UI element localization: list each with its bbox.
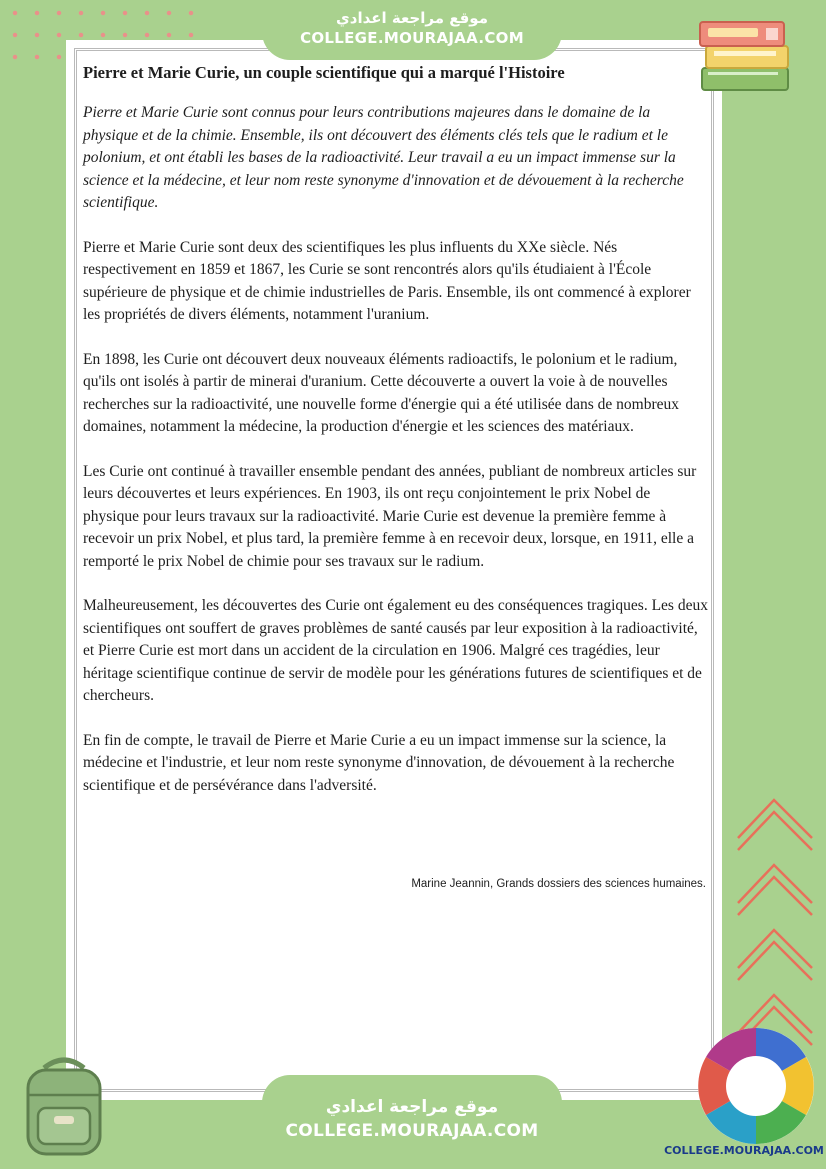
- document-content: [83, 62, 708, 819]
- chevron-up-icon: [730, 790, 820, 1050]
- footer-site-url[interactable]: COLLEGE.MOURAJAA.COM: [285, 1121, 539, 1141]
- site-footer-banner[interactable]: [262, 1075, 562, 1169]
- books-stack-icon: [696, 10, 796, 100]
- footer-site-name-arabic: موقع مراجعة اعدادي: [325, 1097, 499, 1117]
- body-paragraph: Les Curie ont continué à travailler ensemble pendant des années, publiant de nombreux articles sur leurs découvertes et leurs expériences. En 1903, ils ont reçu conjointement le prix Nobel de physique pour leurs travaux sur la radioactivité. Marie Curie est devenue la première femme à recevoir un prix Nobel, et plus tard, la première femme à en recevoir deux, lorsque, en 1911, elle a remporté le prix Nobel de chimie pour ses travaux sur le radium.: [83, 462, 697, 570]
- site-name-arabic: موقع مراجعة اعدادي: [336, 9, 488, 27]
- source-citation: Marine Jeannin, Grands dossiers des sciences humaines.: [411, 878, 706, 890]
- body-paragraph: En 1898, les Curie ont découvert deux nouveaux éléments radioactifs, le polonium et le radium, qu'ils ont isolés à partir de minerai d'uranium. Cette découverte a ouvert la voie à de nouvelles recherches sur la radioactivité, une nouvelle forme d'énergie qui a été utilisée dans de nombreux domaines, notamment la médecine, la production d'énergie et les sciences des matériaux.: [83, 350, 680, 435]
- intro-paragraph: Pierre et Marie Curie sont connus pour leurs contributions majeures dans le domaine de la physique et de la chimie. Ensemble, ils ont découvert des éléments clés tels que le radium et le polonium, et ont établi les bases de la radioactivité. Leur travail a eu un impact immense sur la science et la médecine, et leur nom reste synonyme d'innovation et de dévouement à la recherche scientifique.: [83, 104, 684, 211]
- backpack-icon: [14, 1050, 114, 1160]
- document-title: Pierre et Marie Curie, un couple scientifique qui a marqué l'Histoire: [83, 63, 565, 82]
- body-paragraph: En fin de compte, le travail de Pierre et Marie Curie a eu un impact immense sur la science, la médecine et l'industrie, et leur nom reste synonyme d'innovation, de dévouement à la recherche scientifique et de persévérance dans l'adversité.: [83, 731, 675, 794]
- subjects-wheel-logo: [694, 1024, 818, 1148]
- site-header-banner[interactable]: [262, 2, 562, 60]
- logo-caption: COLLEGE.MOURAJAA.COM: [664, 1144, 824, 1157]
- body-paragraph: Pierre et Marie Curie sont deux des scientifiques les plus influents du XXe siècle. Nés respectivement en 1859 et 1867, les Curie se sont rencontrés alors qu'ils étudiaient à l'École supérieure de physique et de chimie industrielles de Paris. Ensemble, ils ont commencé à explorer les propriétés de divers éléments, notamment l'uranium.: [83, 238, 691, 323]
- body-paragraph: Malheureusement, les découvertes des Curie ont également eu des conséquences tragiques. Les deux scientifiques ont souffert de graves problèmes de santé causés par leur exposition à la radioactivité, et Pierre Curie est mort dans un accident de la circulation en 1906. Malgré ces tragédies, leur héritage scientifique continue de servir de modèle pour les générations futures de scientifiques et de chercheurs.: [83, 597, 708, 704]
- site-url[interactable]: COLLEGE.MOURAJAA.COM: [300, 29, 524, 47]
